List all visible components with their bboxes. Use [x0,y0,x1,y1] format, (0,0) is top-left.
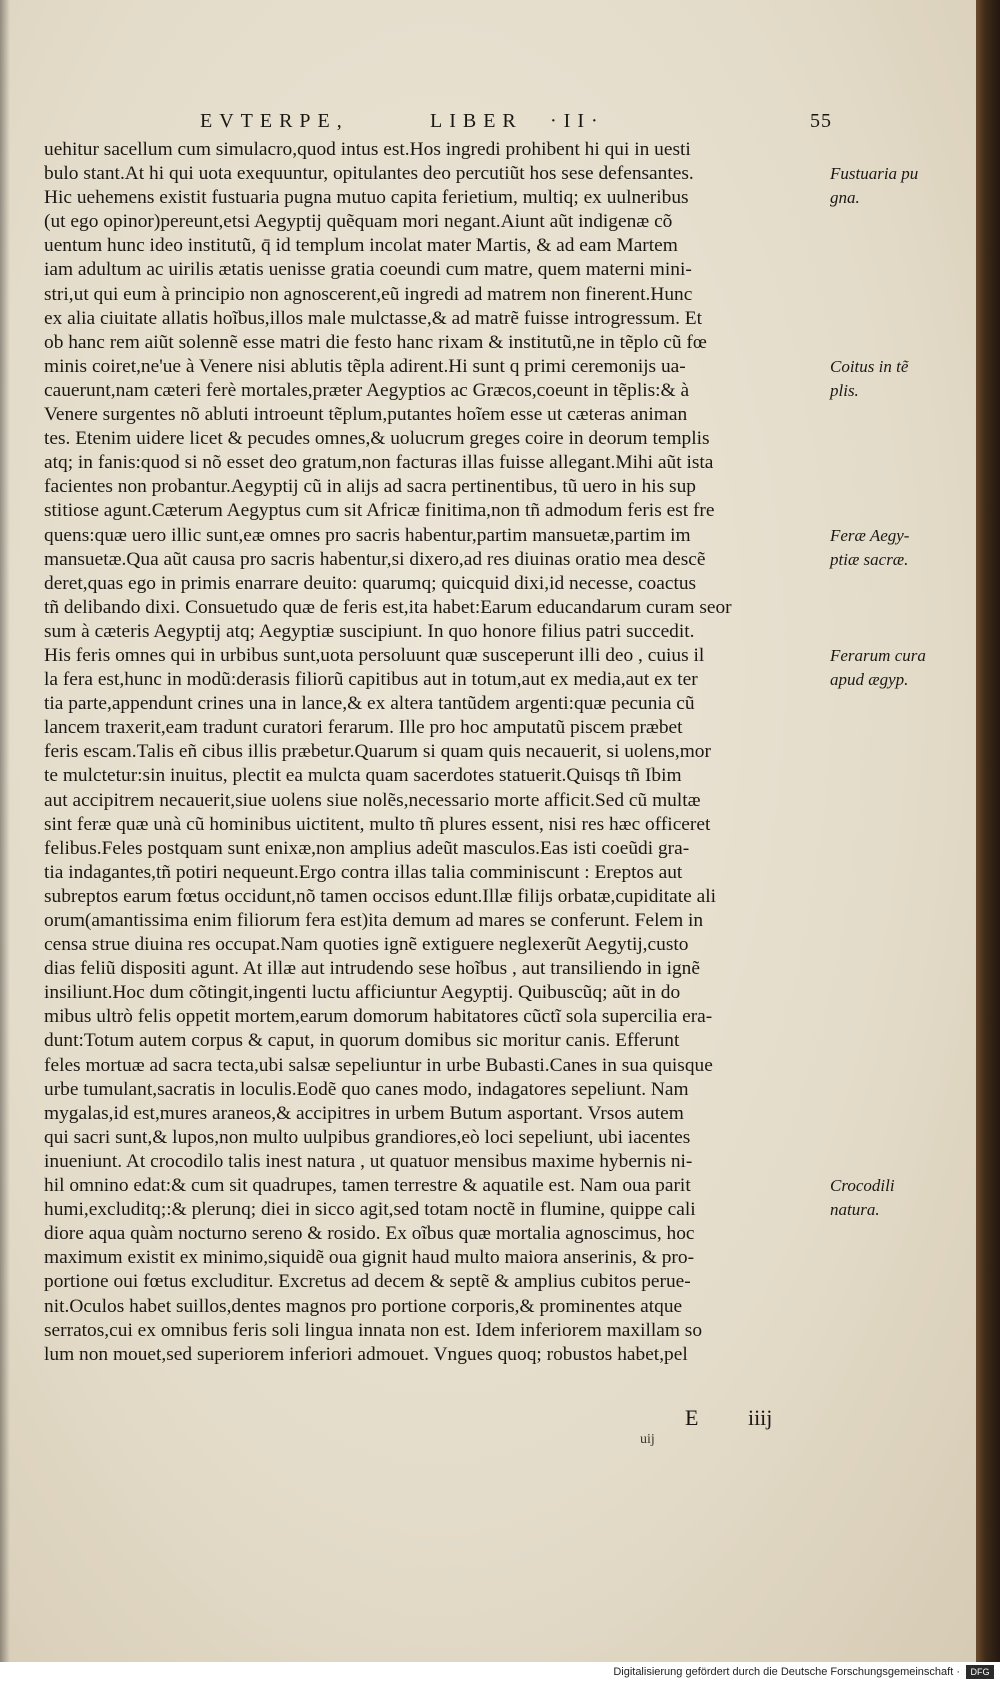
margin-note-line: Coitus in tẽ [830,356,909,376]
text-line: ob hanc rem aiũt solennẽ esse matri die festo hanc rixam & institutũ,ne in tẽplo cũ fœ [44,331,707,353]
margin-note-line: natura. [830,1200,880,1220]
margin-note [830,355,970,403]
text-line: minis coiret,ne'ue à Venere nisi ablutis tẽpla adirent.Hi sunt q primi ceremonĳs ua- [44,355,686,377]
text-line: feles mortuæ ad sacra tecta,ubi salsæ sepeliuntur in urbe Bubasti.Canes in sua quisque [44,1054,713,1076]
text-line: atq; in fanis:quod si nõ esset deo gratum,non facturas illas fuisse allegant.Mihi aũt ista [44,452,714,474]
margin-note [830,162,970,210]
margin-note-line: Crocodili [830,1176,895,1196]
margin-note-line: gna. [830,188,860,208]
text-line: urbe tumulant,sacratis in loculis.Eodẽ quo canes modo, indagatores sepeliunt. Nam [44,1078,689,1100]
text-line: diore aqua quàm nocturno sereno & rosido. Ex oĩbus quæ mortalia agnoscimus, hoc [44,1223,695,1245]
text-line: serratos,cui ex omnibus feris soli lingua innata non est. Idem inferiorem maxillam so [44,1319,703,1341]
text-line: felibus.Feles postquam sunt enixæ,non amplius adeũt masculos.Eas isti coeũdi gra- [44,837,690,859]
book-label: LIBER [430,110,523,132]
text-line: sum à cæteris Aegyptĳ atq; Aegyptiæ suscipiunt. In quo honore filius patri succedit. [44,620,695,642]
text-line: maximum existit ex minimo,siquidẽ oua gignit haud multo maiora anserinis, & pro- [44,1247,695,1269]
text-line: portione oui fœtus excluditur. Excretus ad decem & septẽ & amplius cubitos perue- [44,1271,691,1293]
text-line: censa strue diuina res occupat.Nam quoties ignẽ extiguere neglexerũt Aegytĳ,custo [44,934,689,956]
margin-note-line: Feræ Aegy- [830,525,910,545]
text-line: feris escam.Talis eñ cibus illis præbetur.Quarum si quam quis necauerit, si uolens,mor [44,741,711,763]
text-line: la fera est,hunc in modũ:derasis filiorũ capitibus aut in totum,aut ex media,aut ex ter [44,669,698,691]
signature-number: iiij [747,1405,773,1430]
text-line: deret,quas ego in primis enarrare deuito: quarumq; quicquid dixi,id necesse, coactus [44,572,697,594]
text-line: sint feræ quæ unà cũ hominibus uictitent, multo tñ plures essent, nisi res hæc officeret [44,813,711,835]
signature-mark [685,1405,816,1431]
text-line: His feris omnes qui in urbibus sunt,uota persoluunt quæ susceperunt illi deo , cuius il [44,644,705,666]
text-line: stri,ut qui eum à principio non agnoscerent,eũ ingredi ad matrem non finerent.Hunc [44,283,693,305]
margin-note-line: Ferarum cura [830,646,926,666]
text-line: dunt:Totum autem corpus & caput, in quorum domibus sic moritur canis. Efferunt [44,1030,680,1052]
margin-note-line: plis. [830,380,859,400]
footer-credit: Digitalisierung gefördert durch die Deutsche Forschungsgemeinschaft · [613,1666,960,1678]
text-line: nit.Oculos habet suillos,dentes magnos pro portione corporis,& prominentes atque [44,1295,683,1317]
footer-bar [0,1662,1000,1682]
text-line: tia indagantes,tñ potiri nequeunt.Ergo contra illas talia comminiscunt : Ereptos aut [44,861,683,883]
text-line: dias feliũ dispositi agunt. At illæ aut intrudendo sese hoĩbus , aut transiliendo in ignẽ [44,958,700,980]
text-line: humi,excluditq;:& plerunq; diei in sicco agit,sed totam noctẽ in flumine, quippe cali [44,1199,696,1221]
text-line: iam adultum ac uirilis ætatis uenisse gratia coeundi cum matre, quem materni mini- [44,259,692,281]
signature-letter: E [685,1405,699,1430]
catchmark: uij [640,1432,655,1447]
folio-number: 55 [810,110,832,132]
text-line: tia parte,appendunt crines una in lance,& ex altera tantũdem argenti:quæ pecunia cũ [44,693,695,715]
margin-note-line: ptiæ sacræ. [830,549,909,569]
text-line: cauerunt,nam cæteri ferè mortales,præter Aegyptios ac Græcos,coeunt in tẽplis:& à [44,379,690,401]
text-line: tes. Etenim uidere licet & pecudes omnes,& uolucrum greges coire in deorum templis [44,428,710,450]
margin-note [830,1174,970,1222]
running-title: EVTERPE, [200,110,349,132]
book-edge [976,0,1000,1662]
text-line: mansuetæ.Qua aũt causa pro sacris habentur,si dixero,ad res diuinas oratio mea descẽ [44,548,706,570]
text-line: lancem traxerit,eam tradunt curatori ferarum. Ille pro hoc amputatũ piscem præbet [44,717,683,739]
text-line: quens:quæ uero illic sunt,eæ omnes pro sacris habentur,partim mansuetæ,partim im [44,524,691,546]
margin-note-line: apud ægyp. [830,670,909,690]
dfg-logo[interactable]: DFG [966,1665,994,1679]
text-line: uehitur sacellum cum simulacro,quod intus est.Hos ingredi prohibent hi qui in uesti [44,139,691,160]
text-line: facientes non probantur.Aegyptĳ cũ in alĳs ad sacra pertinentibus, tũ uero in his sup [44,476,696,498]
margin-note-line: Fustuaria pu [830,164,919,184]
text-line: hil omnino edat:& cum sit quadrupes, tamen terrestre & aquatile est. Nam oua parit [44,1175,691,1197]
text-line: ex alia ciuitate allatis hoĩbus,illos male mulctasse,& ad matrẽ fuisse introgressum. Et [44,307,703,329]
text-line: aut accipitrem necauerit,siue uolens siue nolẽs,necessario morte afficit.Sed cũ multæ [44,789,701,811]
text-line: Hic uehemens existit fustuaria pugna mutuo capita ferietium, multiq; ex uulneribus [44,187,689,209]
text-block [44,138,824,1367]
text-line: (ut ego opinor)pereunt,etsi Aegyptĳ quẽquam mori negant.Aiunt aũt indigenæ cõ [44,211,673,233]
text-line: inueniunt. At crocodilo talis inest natura , ut quatuor mensibus maxime hybernis ni- [44,1150,693,1172]
book-number: ·II· [550,110,605,132]
text-line: stitiose agunt.Cæterum Aegyptus cum sit Africæ finitima,non tñ admodum feris est fre [44,500,715,522]
text-line: bulo stant.At hi qui uota exequuntur, opitulantes deo percutiũt hos sese defensantes. [44,163,694,185]
text-line: qui sacri sunt,& lupos,non multo uulpibus grandiores,eò loci sepeliunt, ubi iacentes [44,1126,691,1148]
text-line: mibus ultrò felis oppetit mortem,earum domorum habitatores cũctĩ sola supercilia era- [44,1006,713,1028]
text-line: tñ delibando dixi. Consuetudo quæ de feris est,ita habet:Earum educandarum curam seor [44,596,732,618]
text-line: Venere surgentes nõ abluti introeunt tẽplum,putantes hoĩem esse ut cæteras animan [44,404,688,426]
text-line: insiliunt.Hoc dum cõtingit,ingenti luctu afficiuntur Aegyptĳ. Quibuscũq; aũt in do [44,982,681,1004]
running-header [200,110,840,136]
margin-note [830,524,970,572]
margin-note [830,644,970,692]
text-line: te mulctetur:sin inuitus, plectit ea mulcta quam sacerdotes statuerit.Quisqs tñ Ibim [44,765,682,787]
text-line: uentum hunc ideo institutũ, q̄ id templum incolat mater Martis, & ad eam Martem [44,235,678,257]
text-line: mygalas,id est,mures araneos,& accipitres in urbem Butum asportant. Vrsos autem [44,1102,684,1124]
gutter-shadow [0,0,10,1662]
text-line: subreptos earum fœtus occidunt,nõ tamen occisos edunt.Illæ filĳs orbatæ,cupiditate ali [44,885,716,907]
text-line: orum(amantissima enim filiorum fera est)ita demum ad mares se conferunt. Felem in [44,910,704,931]
text-line: lum non mouet,sed superiorem inferiori admouet. Vngues quoq; robustos habet,pel [44,1343,688,1365]
